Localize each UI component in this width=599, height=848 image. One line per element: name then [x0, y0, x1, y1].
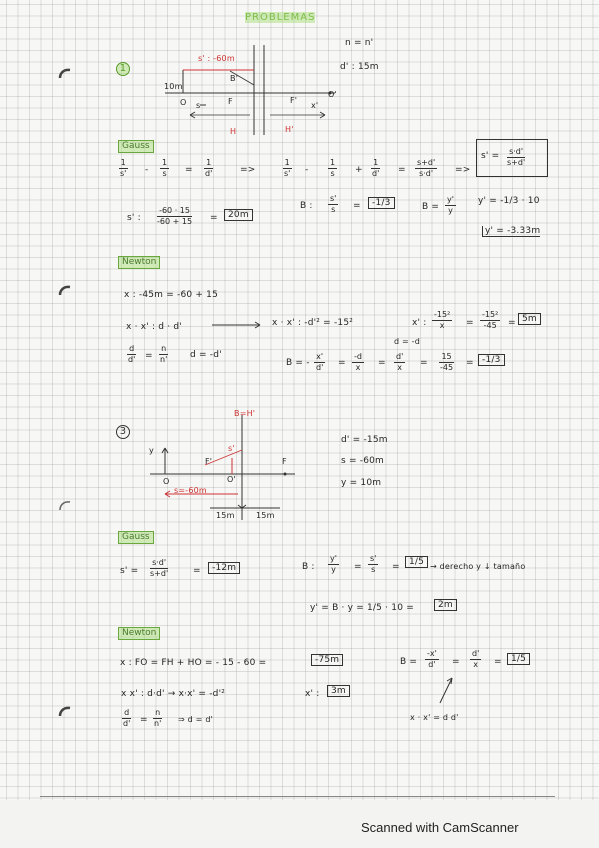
page-title: PROBLEMAS: [245, 12, 316, 23]
result-box: s' = $\frac{s\cdot d'}{s+d'}$: [476, 139, 548, 177]
o-label: O: [180, 98, 187, 107]
given: y = 10m: [341, 478, 382, 488]
result-value: -1/3: [368, 197, 395, 209]
ring-hole-icon: [58, 706, 70, 716]
s-length-label: s=-60m: [174, 486, 207, 495]
f-label: F: [282, 457, 287, 466]
bh-label: B=H': [234, 409, 256, 418]
optics-diagram-1: [160, 45, 345, 140]
note: x · x' = d d': [410, 713, 459, 722]
result-value: 2m: [434, 599, 457, 611]
fraction: $\frac{n}{n'}$: [160, 344, 168, 364]
result-value: y' = -3.33m: [482, 226, 540, 237]
fraction: $\frac{y'}{y}$: [447, 195, 454, 215]
f-label: F: [228, 97, 233, 106]
result-value: -75m: [311, 654, 343, 666]
gauss-label: Gauss: [118, 531, 154, 544]
result-value: 5m: [518, 313, 541, 325]
given: d' = -15m: [341, 435, 388, 445]
arrow-up-icon: [438, 675, 458, 705]
h-label: H: [230, 127, 237, 136]
result-value: 1/5: [507, 653, 530, 665]
ring-hole-icon: [58, 500, 70, 510]
h-prime-label: H': [285, 125, 294, 134]
result-value: 20m: [224, 209, 253, 221]
result-value: -12m: [208, 562, 240, 574]
f-prime-label: F': [290, 96, 298, 105]
distance-label: 15m: [256, 511, 275, 520]
gauss-label: Gauss: [118, 140, 154, 153]
s-prime-label: s' : -60m: [198, 54, 235, 63]
s-arrow-label: s: [196, 101, 201, 110]
notebook-page: PROBLEMAS 1 n = n' d' : 15m s' : -60m B' 10m O F F' O' H H' s x' Gauss $\frac{1}{s'}$ - $\frac{1}{s}$ = $\frac{1}{d'}$ => $\frac{1}{s'}$ - $\frac{1}{s}$ + $\frac{1}{d'}$ = $\frac{s+d'}{s\cdot d'}$ => s' = $\frac{s\cdot d'}{s+d'}$ s' : $\frac{-60 \cdot 15}{-60 + 15}$ = 20m B : $\frac{s'}{s}$ = -1/3 B = $\frac{y'}{y}$ y' = -1/3 · 10 y' = -3.33m Newton x : -45m = -60 + 15 x · x' : d · d' x · x' : -d'² = -15² x' : $\frac{\text{-15²}}{x}$ = $\frac{\text{-15²}}{-45}$ = 5m $\frac{d}{d'}$ = $\frac{n}{n'}$ d = -d' B = - $\frac{x'}{d'}$ = $\frac{-d}{x}$ = d = -d $\frac{d'}{x}$ = $\frac{15}{-45}$ = -1/3 3 B=H' y s' F F' O O' s=-60m 15m 15m d' = -15m s = -60m y = 10m Gauss s' = $\frac{s\cdot d'}{s+d'}$ = -12m B : $\frac{y'}{y}$ = $\frac{s'}{s}$ = 1/5 → derecho y ↓ tamaño y' = B · y = 1/5 · 10 = 2m Newton x : FO = FH + HO = - 15 - 60 = -75m B = $\frac{-x'}{d'}$ = $\frac{d'}{x}$ = 1/5 x x' : d·d' → x·x' = -d'² x' : 3m $\frac{d}{d'}$ = $\frac{n}{n'}$ ⇒ d = d' x · x' = d d': [0, 0, 599, 800]
result-value: -1/3: [478, 354, 505, 366]
note: d = -d: [394, 337, 421, 346]
fraction: $\frac{d}{d'}$: [128, 344, 136, 364]
given-n: n = n': [345, 38, 374, 48]
fraction: $\frac{-60 \cdot 15}{-60 + 15}$: [157, 206, 193, 226]
fraction: $\frac{-d}{x}$: [354, 352, 362, 372]
fraction: $\frac{1}{d'}$: [205, 158, 213, 178]
fraction: $\frac{\text{-15²}}{-45}$: [482, 310, 499, 330]
size-label: 10m: [164, 82, 183, 91]
page-bottom-edge: [40, 796, 555, 797]
arrow-right-icon: [212, 321, 264, 329]
fraction: $\frac{s'}{s}$: [330, 194, 337, 214]
fraction: $\frac{15}{-45}$: [440, 352, 454, 372]
o-prime-label: O': [328, 90, 337, 99]
distance-label: 15m: [216, 511, 235, 520]
f-prime-label: F': [205, 457, 213, 466]
note: → derecho y ↓ tamaño: [430, 562, 526, 571]
fraction: $\frac{1}{d'}$: [372, 158, 380, 178]
fraction: $\frac{1}{s'}$: [120, 158, 127, 178]
problem-number: 3: [116, 425, 130, 439]
o-label: O: [163, 477, 170, 486]
fraction: $\frac{y'}{y}$: [330, 554, 337, 574]
fraction: $\frac{x'}{d'}$: [316, 352, 324, 372]
fraction: $\frac{n}{n'}$: [154, 708, 162, 728]
fraction: $\frac{1}{s'}$: [284, 158, 291, 178]
newton-label: Newton: [118, 256, 160, 269]
problem-number: 1: [116, 62, 130, 76]
fraction: $\frac{d'}{x}$: [472, 649, 480, 669]
ring-hole-icon: [58, 285, 70, 295]
fraction: $\frac{s'}{s}$: [370, 554, 377, 574]
result-value: 1/5: [405, 556, 428, 568]
optics-diagram-3: [145, 410, 305, 525]
fraction: $\frac{1}{s}$: [330, 158, 336, 178]
fraction: $\frac{-x'}{d'}$: [427, 649, 437, 669]
y-label: y: [149, 446, 154, 455]
given-d: d' : 15m: [340, 62, 379, 72]
ring-hole-icon: [58, 68, 70, 78]
fraction: $\frac{d}{d'}$: [123, 708, 131, 728]
scanner-watermark: Scanned with CamScanner: [361, 820, 519, 835]
x-arrow-label: x': [311, 101, 319, 110]
o-prime-label: O': [227, 475, 236, 484]
result-value: 3m: [327, 685, 350, 697]
newton-label: Newton: [118, 627, 160, 640]
given: s = -60m: [341, 456, 385, 466]
fraction: $\frac{1}{s}$: [162, 158, 168, 178]
s-prime-label: s': [228, 444, 235, 453]
fraction: $\frac{s\cdot d'}{s+d'}$: [150, 558, 169, 578]
fraction: $\frac{s+d'}{s\cdot d'}$: [417, 158, 436, 178]
b-prime-label: B': [230, 74, 239, 83]
fraction: $\frac{d'}{x}$: [396, 352, 404, 372]
fraction: $\frac{\text{-15²}}{x}$: [434, 310, 451, 330]
